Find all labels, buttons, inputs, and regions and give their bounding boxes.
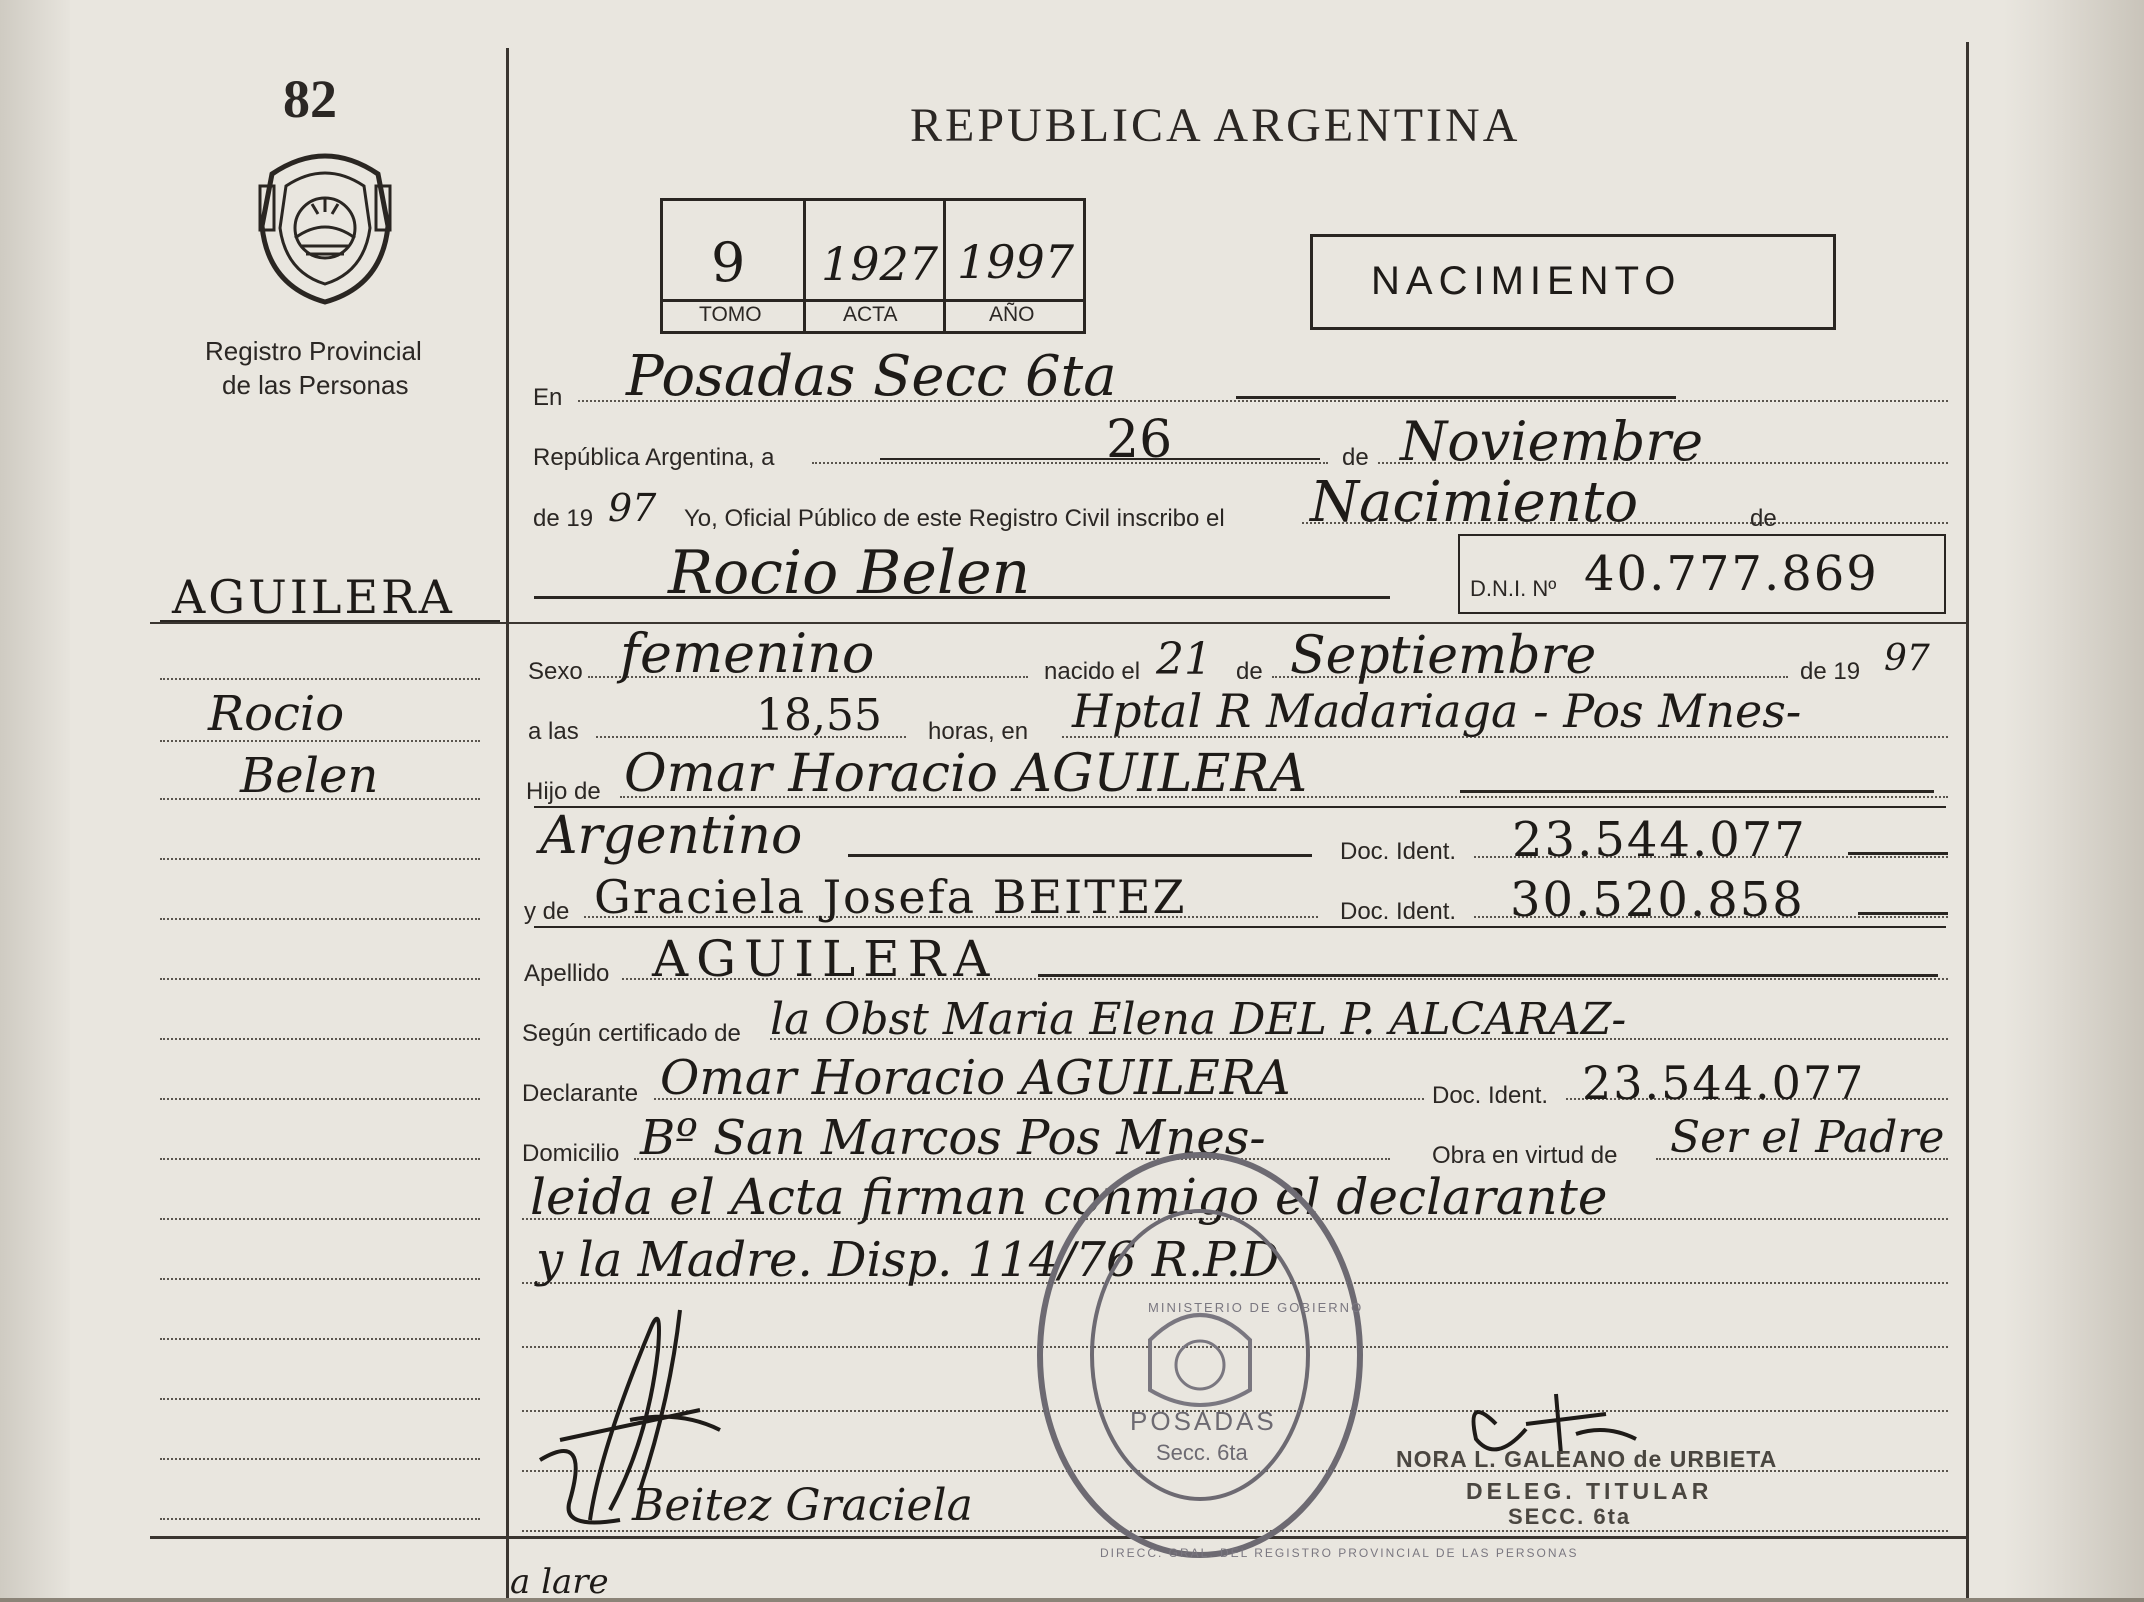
mother-signature-text: Beitez Graciela — [632, 1480, 973, 1531]
dni-label: D.N.I. Nº — [1470, 576, 1557, 601]
obra-label: Obra en virtud de — [1432, 1142, 1618, 1169]
margin-dotted-line — [160, 1338, 480, 1340]
obra-value: Ser el Padre — [1670, 1112, 1945, 1163]
dni-value: 40.777.869 — [1584, 546, 1879, 602]
nacido-label: nacido el — [1044, 658, 1141, 685]
margin-dotted-line — [160, 1038, 480, 1040]
official-title: DELEG. TITULAR — [1466, 1478, 1713, 1504]
de19-label: de 19 — [533, 505, 594, 532]
inscribo-value: Nacimiento — [1310, 470, 1639, 535]
margin-dotted-line — [160, 978, 480, 980]
margin-dotted-line — [160, 1458, 480, 1460]
domicilio-label: Domicilio — [522, 1140, 620, 1167]
fill-line — [1038, 974, 1938, 977]
de19-label-2: de 19 — [1800, 658, 1861, 685]
fill-line — [1460, 790, 1934, 793]
father-value: Omar Horacio AGUILERA — [624, 744, 1308, 804]
yde-label: y de — [524, 898, 570, 925]
official-secc: SECC. 6ta — [1508, 1504, 1632, 1529]
stamp-secc: Secc. 6ta — [1156, 1440, 1248, 1465]
oficial-label: Yo, Oficial Público de este Registro Civil inscribo el — [684, 505, 1225, 532]
tomo-value: 9 — [711, 231, 746, 294]
fill-line — [1848, 852, 1948, 855]
fill-line — [1858, 912, 1948, 915]
stamp-city: POSADAS — [1130, 1406, 1277, 1436]
page-number: 82 — [283, 69, 337, 129]
father-nationality: Argentino — [540, 806, 803, 866]
margin-dotted-line — [160, 1398, 480, 1400]
month-value: Noviembre — [1400, 410, 1704, 473]
country-title: REPUBLICA ARGENTINA — [910, 99, 1521, 152]
declarante-value: Omar Horacio AGUILERA — [660, 1050, 1291, 1106]
place-value: Hptal R Madariaga - Pos Mnes- — [1072, 684, 1802, 738]
de-label-3: de — [1236, 658, 1263, 685]
margin-surname: AGUILERA — [172, 570, 455, 624]
office-name-line1: Registro Provincial — [205, 336, 422, 366]
en-label: En — [533, 384, 563, 411]
doc-label-2: Doc. Ident. — [1340, 898, 1457, 925]
segun-value: la Obst Maria Elena DEL P. ALCARAZ- — [770, 994, 1627, 1045]
fill-line — [848, 854, 1312, 857]
margin-given1: Rocio — [208, 686, 345, 742]
stamp-inner-text: MINISTERIO DE GOBIERNO — [1148, 1300, 1364, 1315]
sexo-label: Sexo — [528, 658, 583, 685]
year-value: 97 — [608, 486, 657, 530]
margin-dotted-line — [160, 1158, 480, 1160]
margin-dotted-line — [160, 858, 480, 860]
dni-box — [1458, 534, 1946, 614]
nacido-year: 97 — [1884, 638, 1930, 679]
record-type: NACIMIENTO — [1371, 259, 1682, 303]
alas-label: a las — [528, 718, 579, 745]
hijo-label: Hijo de — [526, 778, 601, 805]
republica-label: República Argentina, a — [533, 444, 775, 471]
sexo-value: femenino — [620, 622, 875, 685]
margin-dotted-line — [160, 918, 480, 920]
nacido-day: 21 — [1156, 634, 1212, 685]
bottom-scrawl: a lare — [510, 1562, 609, 1602]
hour-value: 18,55 — [756, 690, 882, 741]
horas-label: horas, en — [928, 718, 1029, 745]
domicilio-value: Bº San Marcos Pos Mnes- — [640, 1110, 1266, 1166]
official-name: NORA L. GALEANO de URBIETA — [1396, 1446, 1778, 1472]
tomo-label: TOMO — [699, 303, 762, 326]
office-name-line2: de las Personas — [222, 370, 409, 400]
nacido-month: Septiembre — [1290, 626, 1597, 686]
anio-label: AÑO — [989, 303, 1035, 326]
margin-line — [160, 620, 500, 622]
acta-label: ACTA — [843, 303, 898, 326]
registry-index-box — [660, 198, 1086, 334]
margin-dotted-line — [160, 1278, 480, 1280]
en-value: Posadas Secc 6ta — [626, 344, 1117, 409]
de-label-2: de — [1750, 505, 1777, 532]
misiones-emblem-icon — [252, 146, 398, 306]
doc-label-3: Doc. Ident. — [1432, 1082, 1549, 1109]
fill-line — [1236, 396, 1676, 399]
margin-dotted-line — [160, 678, 480, 680]
margin-dotted-line — [160, 740, 480, 742]
doc-label: Doc. Ident. — [1340, 838, 1457, 865]
margin-dotted-line — [160, 798, 480, 800]
page-fold-shadow — [0, 0, 70, 1598]
day-value: 26 — [1106, 410, 1173, 470]
record-type-box — [1310, 234, 1836, 330]
mother-value: Graciela Josefa BEITEZ — [594, 870, 1187, 924]
mother-doc: 30.520.858 — [1510, 872, 1805, 928]
anio-value: 1997 — [957, 235, 1075, 289]
father-doc: 23.544.077 — [1512, 812, 1807, 868]
apellido-value: AGUILERA — [652, 930, 998, 988]
fill-line — [880, 458, 1320, 460]
margin-dotted-line — [160, 1098, 480, 1100]
dotted-line — [812, 462, 1328, 464]
margin-dotted-line — [160, 1518, 480, 1520]
segun-label: Según certificado de — [522, 1020, 741, 1047]
name-value: Rocio Belen — [668, 538, 1031, 608]
stamp-ring-text: DIRECC. GRAL. DEL REGISTRO PROVINCIAL DE LAS PERSONAS — [1100, 1546, 1579, 1560]
annotation-line2: y la Madre. Disp. 114/76 R.P.D — [536, 1232, 1280, 1288]
de-label: de — [1342, 444, 1369, 471]
right-border — [1966, 42, 1969, 1598]
fill-line — [534, 926, 1946, 928]
declarante-label: Declarante — [522, 1080, 639, 1107]
margin-given2: Belen — [240, 748, 379, 804]
declarante-doc: 23.544.077 — [1582, 1056, 1866, 1110]
margin-dotted-line — [160, 1218, 480, 1220]
apellido-label: Apellido — [524, 960, 610, 987]
column-divider — [506, 48, 509, 1598]
official-seal-stamp — [1030, 1140, 1370, 1570]
acta-value: 1927 — [821, 237, 939, 291]
page-edge — [2004, 0, 2144, 1598]
annotation-line1: leida el Acta firman conmigo el declarante — [530, 1168, 1608, 1226]
